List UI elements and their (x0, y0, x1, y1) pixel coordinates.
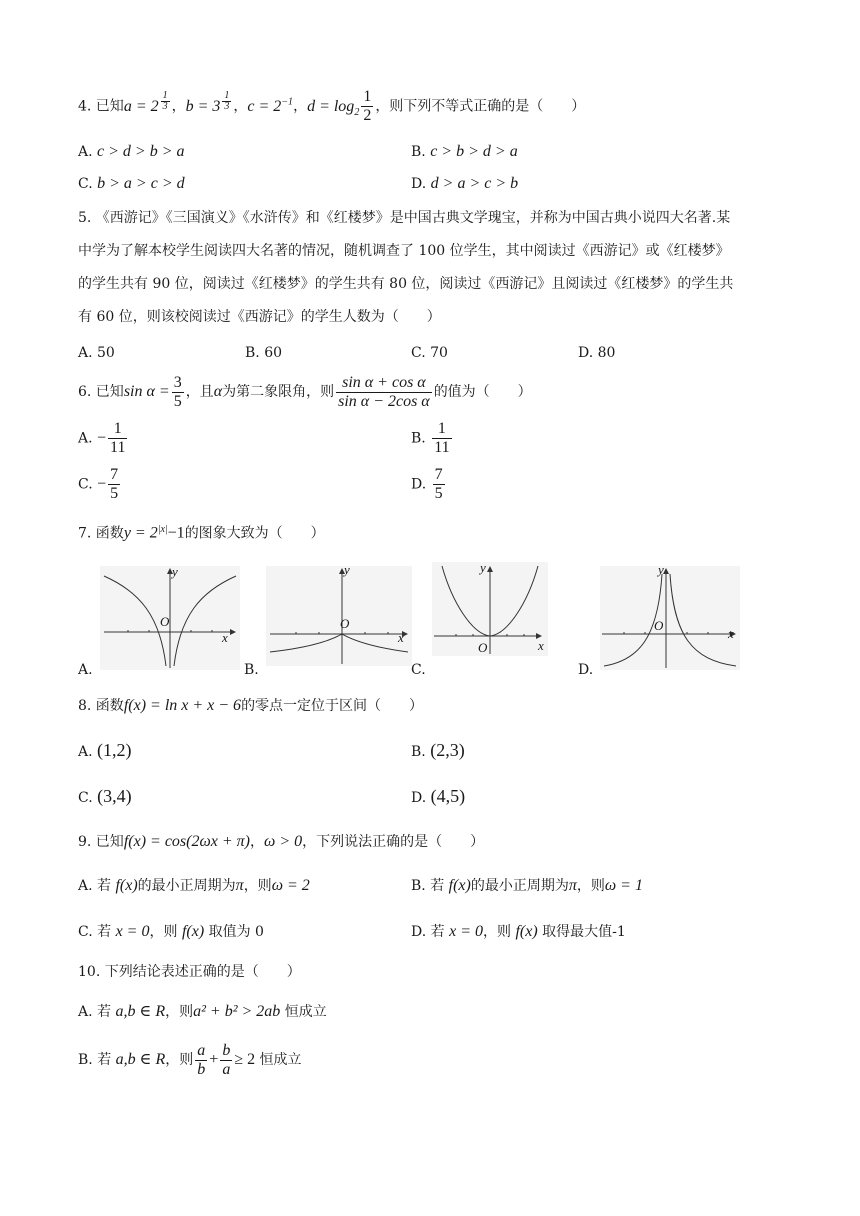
q7-graph-a[interactable] (100, 566, 240, 670)
graph-c-x-label: x (538, 638, 544, 653)
graph-b-origin: O (340, 616, 350, 631)
q8-option-a[interactable]: A. (1,2) (78, 740, 132, 760)
q5-line-2: 中学为了解本校学生阅读四大名著的情况，随机调查了 100 位学生，其中阅读过《西游记》或《红楼梦》 (78, 243, 730, 259)
graph-a-plot (100, 566, 240, 670)
q9-option-d[interactable]: D. 若 x = 0，则 f(x) 取得最大值-1 (411, 923, 626, 940)
q4-d-frac: $\frac{1}{2}$ (363, 88, 372, 124)
q6-option-a[interactable]: A. − $\frac{1}{11}$ (78, 420, 126, 456)
graph-c-origin: O (478, 640, 488, 655)
q9-stem: 9. 已知f(x) = cos(2ωx + π)，ω > 0，下列说法正确的是（ ） (78, 833, 485, 850)
q9-option-c[interactable]: C. 若 x = 0，则 f(x) 取值为 0 (78, 923, 264, 940)
q7-stem: 7. 函数$y = 2^{|x|}-1$的图象大致为（ ） (78, 524, 325, 542)
q5-line-4: 有 60 位，则该校阅读过《西游记》的学生人数为（ ） (78, 309, 441, 325)
q5-option-c[interactable]: C. 70 (411, 345, 448, 361)
q8-option-c[interactable]: C. (3,4) (78, 786, 132, 806)
q5-option-d[interactable]: D. 80 (578, 345, 616, 361)
q4-option-d[interactable]: D. d > a > c > b (411, 175, 519, 192)
q7-option-c-label[interactable]: C. (411, 662, 426, 678)
q6-option-b[interactable]: B. $\frac{1}{11}$ (411, 420, 450, 456)
graph-c-y-label: y (480, 560, 486, 575)
q4-c: $c = 2^{-1}$ (247, 96, 294, 115)
q7-graph-c[interactable] (432, 562, 548, 656)
q10-stem: 10. 下列结论表述正确的是（ ） (78, 964, 301, 980)
q5-line-1: 5. 《西游记》《三国演义》《水浒传》和《红楼梦》是中国古典文学瑰宝，并称为中国古典小说四大名著.某 (78, 210, 731, 226)
graph-a-y-label: y (172, 564, 178, 579)
q9-option-b[interactable]: B. 若 f(x)的最小正周期为π，则ω = 1 (411, 877, 643, 894)
q5-line-3: 的学生共有 90 位，阅读过《红楼梦》的学生共有 80 位，阅读过《西游记》且阅读过《红楼梦》的学生共 (78, 276, 734, 292)
graph-b-plot (266, 566, 412, 666)
graph-d-origin: O (654, 618, 664, 633)
q4-b: b = 3 $^{\frac{1}{3}}$ (185, 90, 230, 115)
q7-option-d-label[interactable]: D. (578, 662, 594, 678)
graph-d-x-label: x (728, 626, 734, 641)
q9-option-a[interactable]: A. 若 f(x)的最小正周期为π，则ω = 2 (78, 877, 310, 894)
graph-a-origin: O (160, 614, 170, 629)
q4-option-a[interactable]: A. c > d > b > a (78, 143, 185, 160)
q4-option-b[interactable]: B. c > b > d > a (411, 143, 518, 160)
graph-b-x-label: x (398, 630, 404, 645)
q4-d: $d = \log_2$ (307, 97, 360, 118)
graph-d-plot (600, 566, 740, 670)
q5-option-b[interactable]: B. 60 (245, 345, 283, 361)
q6-option-c[interactable]: C. − $\frac{7}{5}$ (78, 466, 119, 502)
q5-option-a[interactable]: A. 50 (78, 345, 115, 361)
q8-option-d[interactable]: D. (4,5) (411, 786, 466, 806)
q10-option-b[interactable]: B. 若 a,b ∈ R，则 $\frac{a}{b}$ + $\frac{b}{a}$ ≥ 2 恒成立 (78, 1041, 302, 1078)
q7-graph-b[interactable] (266, 562, 412, 666)
q4-stem: 4. 已知a = 2 $^{\frac{1}{3}}$ ，b = 3 $^{\frac{1}{3}}$ ，$c = 2^{-1}$，$d = \log_2$ $\frac{1}{2}$ ，则下列不等式正确的是（ ） (78, 88, 586, 124)
q7-option-a-label[interactable]: A. (78, 662, 93, 678)
q8-option-b[interactable]: B. (2,3) (411, 740, 465, 760)
q7-graph-d[interactable] (600, 562, 740, 670)
graph-d-y-label: y (658, 562, 664, 577)
q4-option-c[interactable]: C. b > a > c > d (78, 175, 185, 192)
graph-b-y-label: y (344, 562, 350, 577)
graph-a-x-label: x (222, 630, 228, 645)
q6-stem: 6. 已知sin α = $\frac{3}{5}$ ，且α为第二象限角，则 $\frac{\text{sin α + cos α}}{\text{sin α − 2cos α}}$ 的值为（ ） (78, 373, 532, 410)
q10-option-a[interactable]: A. 若 a,b ∈ R，则a² + b² > 2ab 恒成立 (78, 1003, 327, 1020)
graph-c-plot (432, 562, 548, 656)
q8-stem: 8. 函数f(x) = ln x + x − 6的零点一定位于区间（ ） (78, 697, 424, 714)
q4-a: a = 2 $^{\frac{1}{3}}$ (123, 90, 168, 115)
q6-option-d[interactable]: D. $\frac{7}{5}$ (411, 466, 443, 502)
q7-option-b-label[interactable]: B. (244, 662, 259, 678)
